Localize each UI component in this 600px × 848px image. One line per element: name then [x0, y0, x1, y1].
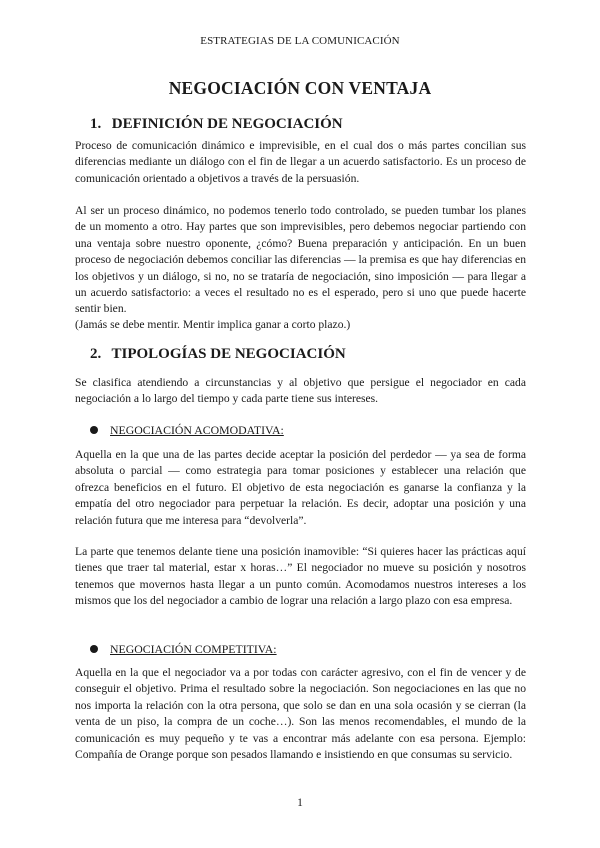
acomodativa-paragraph-2: La parte que tenemos delante tiene una posición inamovible: “Si quieres hacer las prácticas aquí tienes que traer tal material, estar x horas…” El negociador no mueve su posición y nosotros tenemos que movernos hasta llegar a un punto común. Acomodamos nuestros intereses a los mismos que los del negociador a cambio de lograr una relación a largo plazo con esa empresa.	[75, 545, 526, 608]
dynamic-process-paragraph: Al ser un proceso dinámico, no podemos tenerlo todo controlado, se pueden tumbar los planes de un momento a otro. Hay partes que son imprevisibles, pero debemos negociar partiendo con una ventaja sobre nuestro oponente, ¿cómo? Buena preparación y anticipación. En un buen proceso de negociación debemos conciliar las diferencias — la premisa es que hay diferencias en los objetivos y un diálogo, si no, no se trataría de negociación, sino imposición — para llegar a un acuerdo satisfactorio: a veces el resultado no es el esperado, pero si uno que puede hacerte sentir bien.	[75, 204, 526, 316]
definition-paragraph: Proceso de comunicación dinámico e imprevisible, en el cual dos o más partes concilian sus diferencias mediante un diálogo con el fin de llegar a un acuerdo satisfactorio. Es un proceso de comunicación orientado a objetivos a través de la persuasión.	[75, 139, 526, 185]
never-lie-note: (Jamás se debe mentir. Mentir implica ganar a corto plazo.)	[75, 318, 351, 331]
competitiva-paragraph: Aquella en la que el negociador va a por todas con carácter agresivo, con el fin de vencer y de conseguir el objetivo. Prima el resultado sobre la negociación. Son negociaciones en las que no nos importa la relación con la otra persona, que solo se dan en una sola ocasión y se cierran (la venta de un piso, la compra de un coche…). Son las menos recomendables, el mundo de la comunicación es muy pequeño y te vas a encontrar más adelante con esa persona. Ejemplo: Compañía de Orange porque son pesados llamando e insistiendo en que consumas su servicio.	[75, 666, 526, 762]
bullet-acomodativa	[90, 423, 284, 438]
section-1-heading	[90, 116, 343, 133]
bullet-dot-icon	[90, 426, 98, 434]
section-2-title: TIPOLOGÍAS DE NEGOCIACIÓN	[111, 346, 346, 362]
section-1-title: DEFINICIÓN DE NEGOCIACIÓN	[111, 116, 343, 132]
bullet-acomodativa-label: NEGOCIACIÓN ACOMODATIVA:	[110, 423, 284, 437]
section-2-number: 2.	[90, 346, 102, 362]
running-header: ESTRATEGIAS DE LA COMUNICACIÓN	[200, 35, 400, 47]
acomodativa-paragraph-1: Aquella en la que una de las partes decide aceptar la posición del perdedor — ya sea de forma absoluta o parcial — como estrategia para tomar posiciones y establecer una relación que ofrezca beneficios en el futuro. El objetivo de esta negociación es ganarse la confianza y la empatía del otro negociador para perpetuar la relación. Es decir, adoptar una posición y una relación futura que me interesa para “devolverla”.	[75, 448, 526, 527]
section-1-number: 1.	[90, 116, 102, 132]
typologies-intro-paragraph: Se clasifica atendiendo a circunstancias y al objetivo que persigue el negociador en cada negociación a lo largo del tiempo y cada parte tiene sus intereses.	[75, 376, 526, 406]
section-2-heading	[90, 346, 346, 363]
page-number: 1	[297, 797, 303, 809]
bullet-competitiva-label: NEGOCIACIÓN COMPETITIVA:	[110, 642, 277, 656]
document-title: NEGOCIACIÓN CON VENTAJA	[168, 78, 432, 98]
bullet-competitiva	[90, 642, 277, 657]
bullet-dot-icon	[90, 645, 98, 653]
